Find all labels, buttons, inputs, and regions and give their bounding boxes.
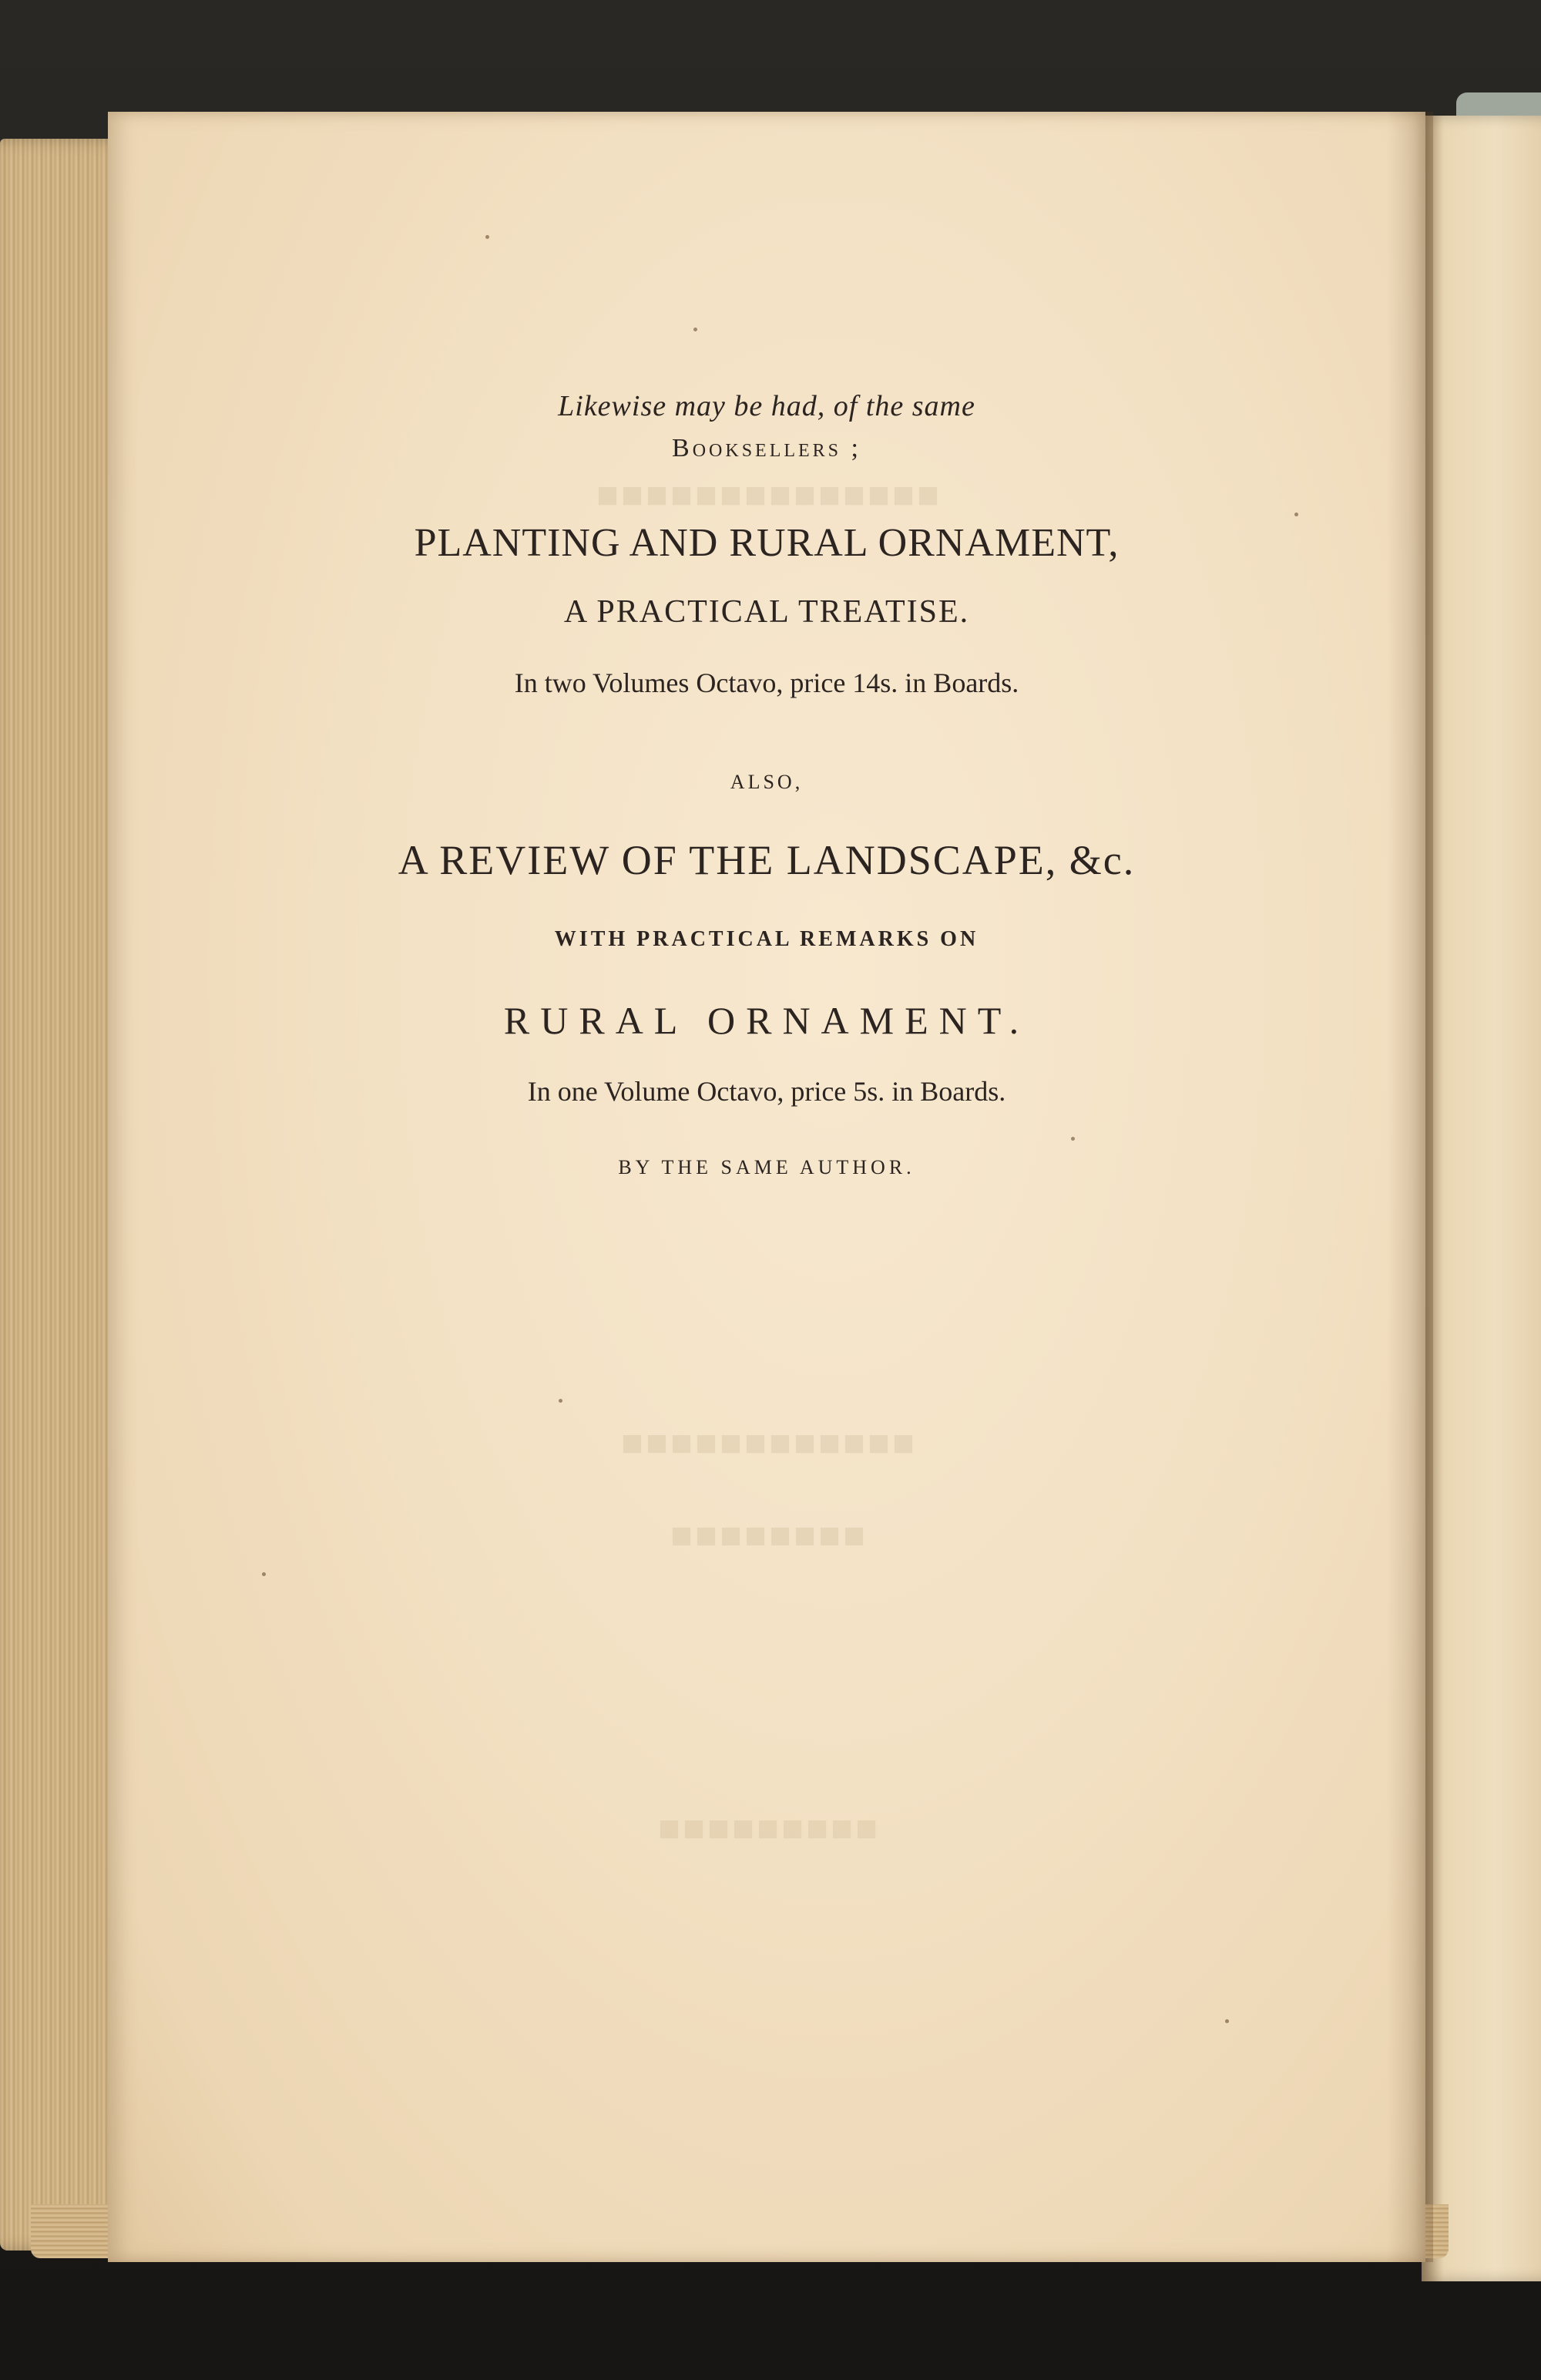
book-two-subject: RURAL ORNAMENT. bbox=[503, 999, 1030, 1042]
paper-speck bbox=[1071, 1137, 1075, 1141]
book-two-subtitle: WITH PRACTICAL REMARKS ON bbox=[554, 927, 979, 951]
book-one-subtitle: A PRACTICAL TREATISE. bbox=[563, 594, 970, 630]
paper-speck bbox=[559, 1399, 562, 1403]
book-two-title: A REVIEW OF THE LANDSCAPE, &c. bbox=[398, 837, 1136, 883]
book-scan: ■■■■■■■■■■■■■■ ■■■■■■■■■■■■ ■■■■■■■■ ■■■■■■■■■ Likewise may be had, of the same Booksellers ; PLANTING AND RURAL ORNAMENT, A PRACTICAL TREATISE. In two Volumes Octavo, price 14s. in Boards. ALSO, A REVIEW OF THE LANDSCAPE, &c. WITH PRACTICAL REMARKS ON RURAL ORNAMENT. In one Volume Octavo, price 5s. in Boards. BY THE SAME AUTHOR. bbox=[0, 0, 1541, 2380]
book-two-details: In one Volume Octavo, price 5s. in Boards. bbox=[527, 1076, 1006, 1107]
paper-speck bbox=[1294, 513, 1298, 516]
intro-line: Likewise may be had, of the same bbox=[558, 390, 975, 422]
facing-page bbox=[1422, 116, 1541, 2281]
paper-speck bbox=[262, 1572, 266, 1576]
paper-speck bbox=[1225, 2019, 1229, 2023]
booksellers-line: Booksellers ; bbox=[672, 434, 861, 462]
book-one-details: In two Volumes Octavo, price 14s. in Boards. bbox=[514, 667, 1019, 698]
paper-speck bbox=[693, 328, 697, 331]
author-line: BY THE SAME AUTHOR. bbox=[618, 1156, 915, 1178]
also-line: ALSO, bbox=[730, 771, 804, 793]
book-one-title: PLANTING AND RURAL ORNAMENT, bbox=[414, 521, 1120, 565]
paper-speck bbox=[485, 235, 489, 239]
